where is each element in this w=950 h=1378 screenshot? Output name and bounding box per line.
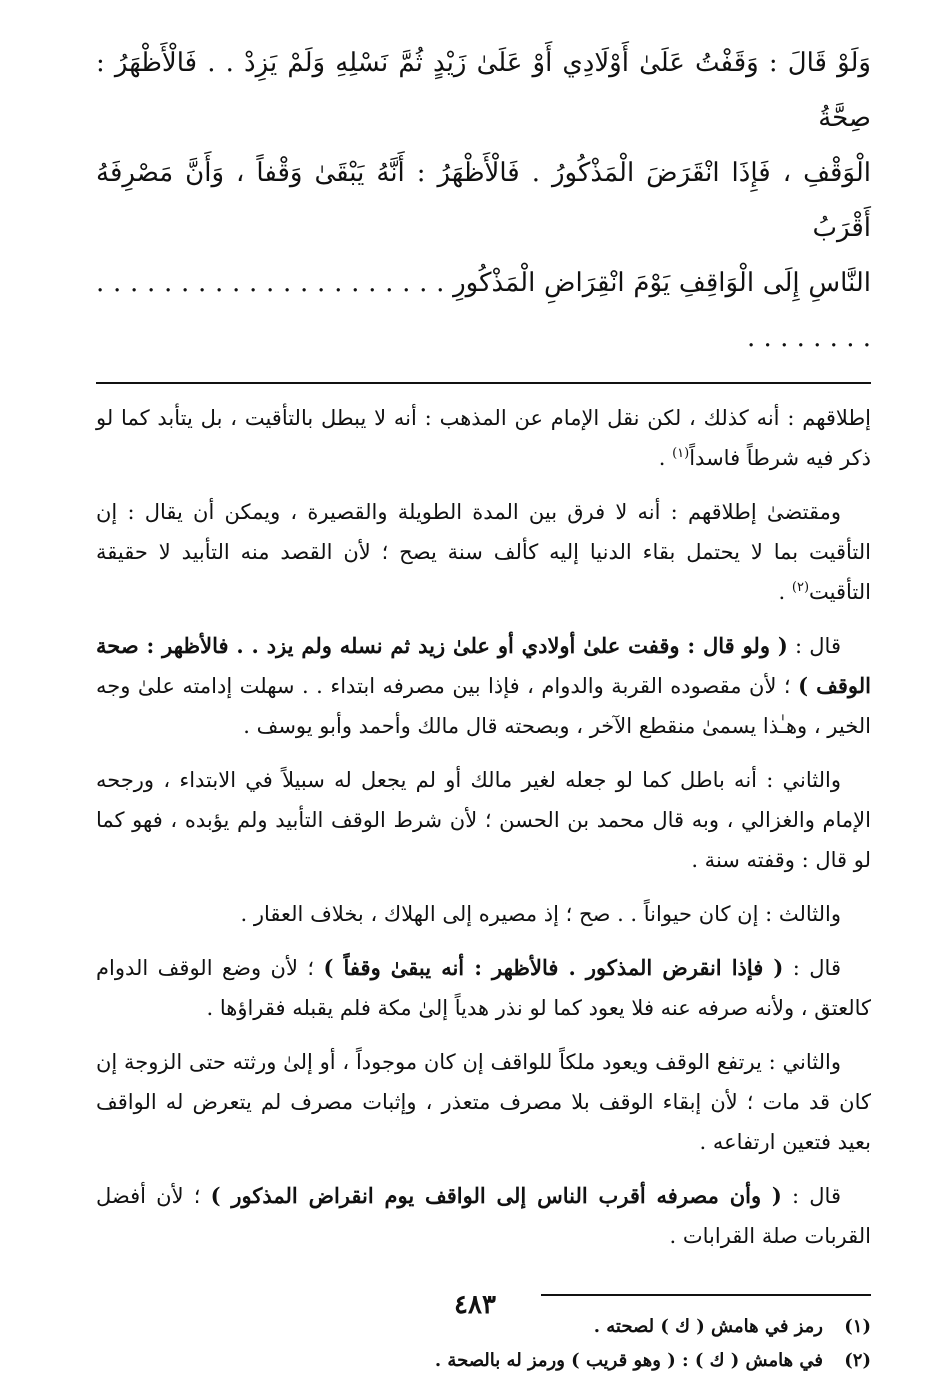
matn-line [96,256,871,366]
paragraph-end: . [658,446,673,470]
matn-dots: . . . . . . . . . . . . . . . . . . . . . . . . . . . . . [96,268,871,353]
footnote-ref: (١) [672,446,690,461]
commentary-paragraph [96,948,871,1028]
commentary-paragraph: والثاني : يرتفع الوقف ويعود ملكاً للواقف إن كان موجوداً ، أو إلىٰ ورثته حتى الزوجة إن كان قد مات ؛ لأن إبقاء الوقف بلا مصرف متعذر ، وإثبات مصرف لم يتعرض له الواقف بعيد فتعين ارتفاعه . [96,1050,871,1154]
footnotes [96,1310,871,1378]
paragraph-end: . [778,580,792,604]
matn-line: الْوَقْفِ ، فَإِذَا انْقَرَضَ الْمَذْكُورُ . فَالْأَظْهَرُ : أَنَّهُ يَبْقَىٰ وَقْفاً ، وَأَنَّ مَصْرِفَهُ أَقْرَبُ [96,158,871,243]
commentary-paragraph [96,626,871,746]
commentary-paragraph [96,1176,871,1256]
matn-separator [96,382,871,384]
paragraph-text: ؛ لأن مقصوده القربة والدوام ، فإذا بين مصرفه ابتداء . . سهلت إدامته علىٰ وجه الخير ، وهـٰذا يسمىٰ منقطع الآخر ، وبصحته قال مالك وأحمد وأبو يوسف . [96,674,871,738]
footnote-ref: (٢) [791,580,810,595]
footnote-text: رمز في هامش ( ك ) لصحته . [593,1316,823,1337]
paragraph-text: ومقتضىٰ إطلاقهم : أنه لا فرق بين المدة الطويلة والقصيرة ، ويمكن أن يقال : إن التأقيت بما لا يحتمل بقاء الدنيا إليه كألف سنة يصح ؛ لأن القصد منه التأبيد لا حقيقة التأقيت [96,500,871,604]
matn-line: وَلَوْ قَالَ : وَقَفْتُ عَلَىٰ أَوْلَادِي أَوْ عَلَىٰ زَيْدٍ ثُمَّ نَسْلِهِ وَلَمْ يَزِدْ . . فَالْأَظْهَرُ : صِحَّةُ [96,48,871,133]
matn-quote: ( ولو قال : وقفت علىٰ أولادي أو علىٰ زيد ثم نسله ولم يزد . . فالأظهر : صحة الوقف ) [96,633,871,698]
paragraph-lead: قال : [781,1184,841,1208]
matn-quote: ( فإذا انقرض المذكور . فالأظهر : أنه يبقىٰ وقفاً ) [323,955,784,980]
commentary-paragraph: والثالث : إن كان حيواناً . . صح ؛ إذ مصيره إلى الهلاك ، بخلاف العقار . [240,902,841,926]
footnote-number: (٢) [844,1350,871,1371]
matn-quote: ( وأن مصرفه أقرب الناس إلى الواقف يوم انقراض المذكور ) [210,1183,782,1208]
commentary-paragraph [96,492,871,612]
page-number: ٤٨٣ [454,1290,496,1320]
footnote-text: في هامش ( ك ) : ( وهو قريب ) ورمز له بالصحة . [434,1350,823,1371]
page-body [96,36,871,1378]
commentary-block [96,398,871,1256]
commentary-paragraph: والثاني : أنه باطل كما لو جعله لغير مالك أو لم يجعل له سبيلاً في الابتداء ، ورجحه الإمام والغزالي ، وبه قال محمد بن الحسن ؛ لأن شرط الوقف التأبيد ولم يؤبده ، فهو كما لو قال : وقفته سنة . [96,768,871,872]
paragraph-lead: قال : [783,956,841,980]
matn-line-text: النَّاسِ إِلَى الْوَاقِفِ يَوْمَ انْقِرَاضِ الْمَذْكُورِ [453,268,871,298]
commentary-paragraph [96,398,871,478]
paragraph-text: ؛ لأن أفضل القربات صلة القرابات . [96,1184,871,1248]
paragraph-text: إطلاقهم : أنه كذلك ، لكن نقل الإمام عن المذهب : أنه لا يبطل بالتأقيت ، بل يتأبد كما لو ذكر فيه شرطاً فاسداً [96,406,871,470]
footnote-number: (١) [844,1316,871,1337]
paragraph-lead: قال : [787,634,841,658]
footnote [96,1344,871,1378]
matn-block [96,36,871,366]
paragraph-text: ؛ لأن وضع الوقف الدوام كالعتق ، ولأنه صرفه عنه فلا يعود كما لو نذر هدياً إلىٰ مكة فلم يقبله فقراؤها . [96,956,871,1020]
